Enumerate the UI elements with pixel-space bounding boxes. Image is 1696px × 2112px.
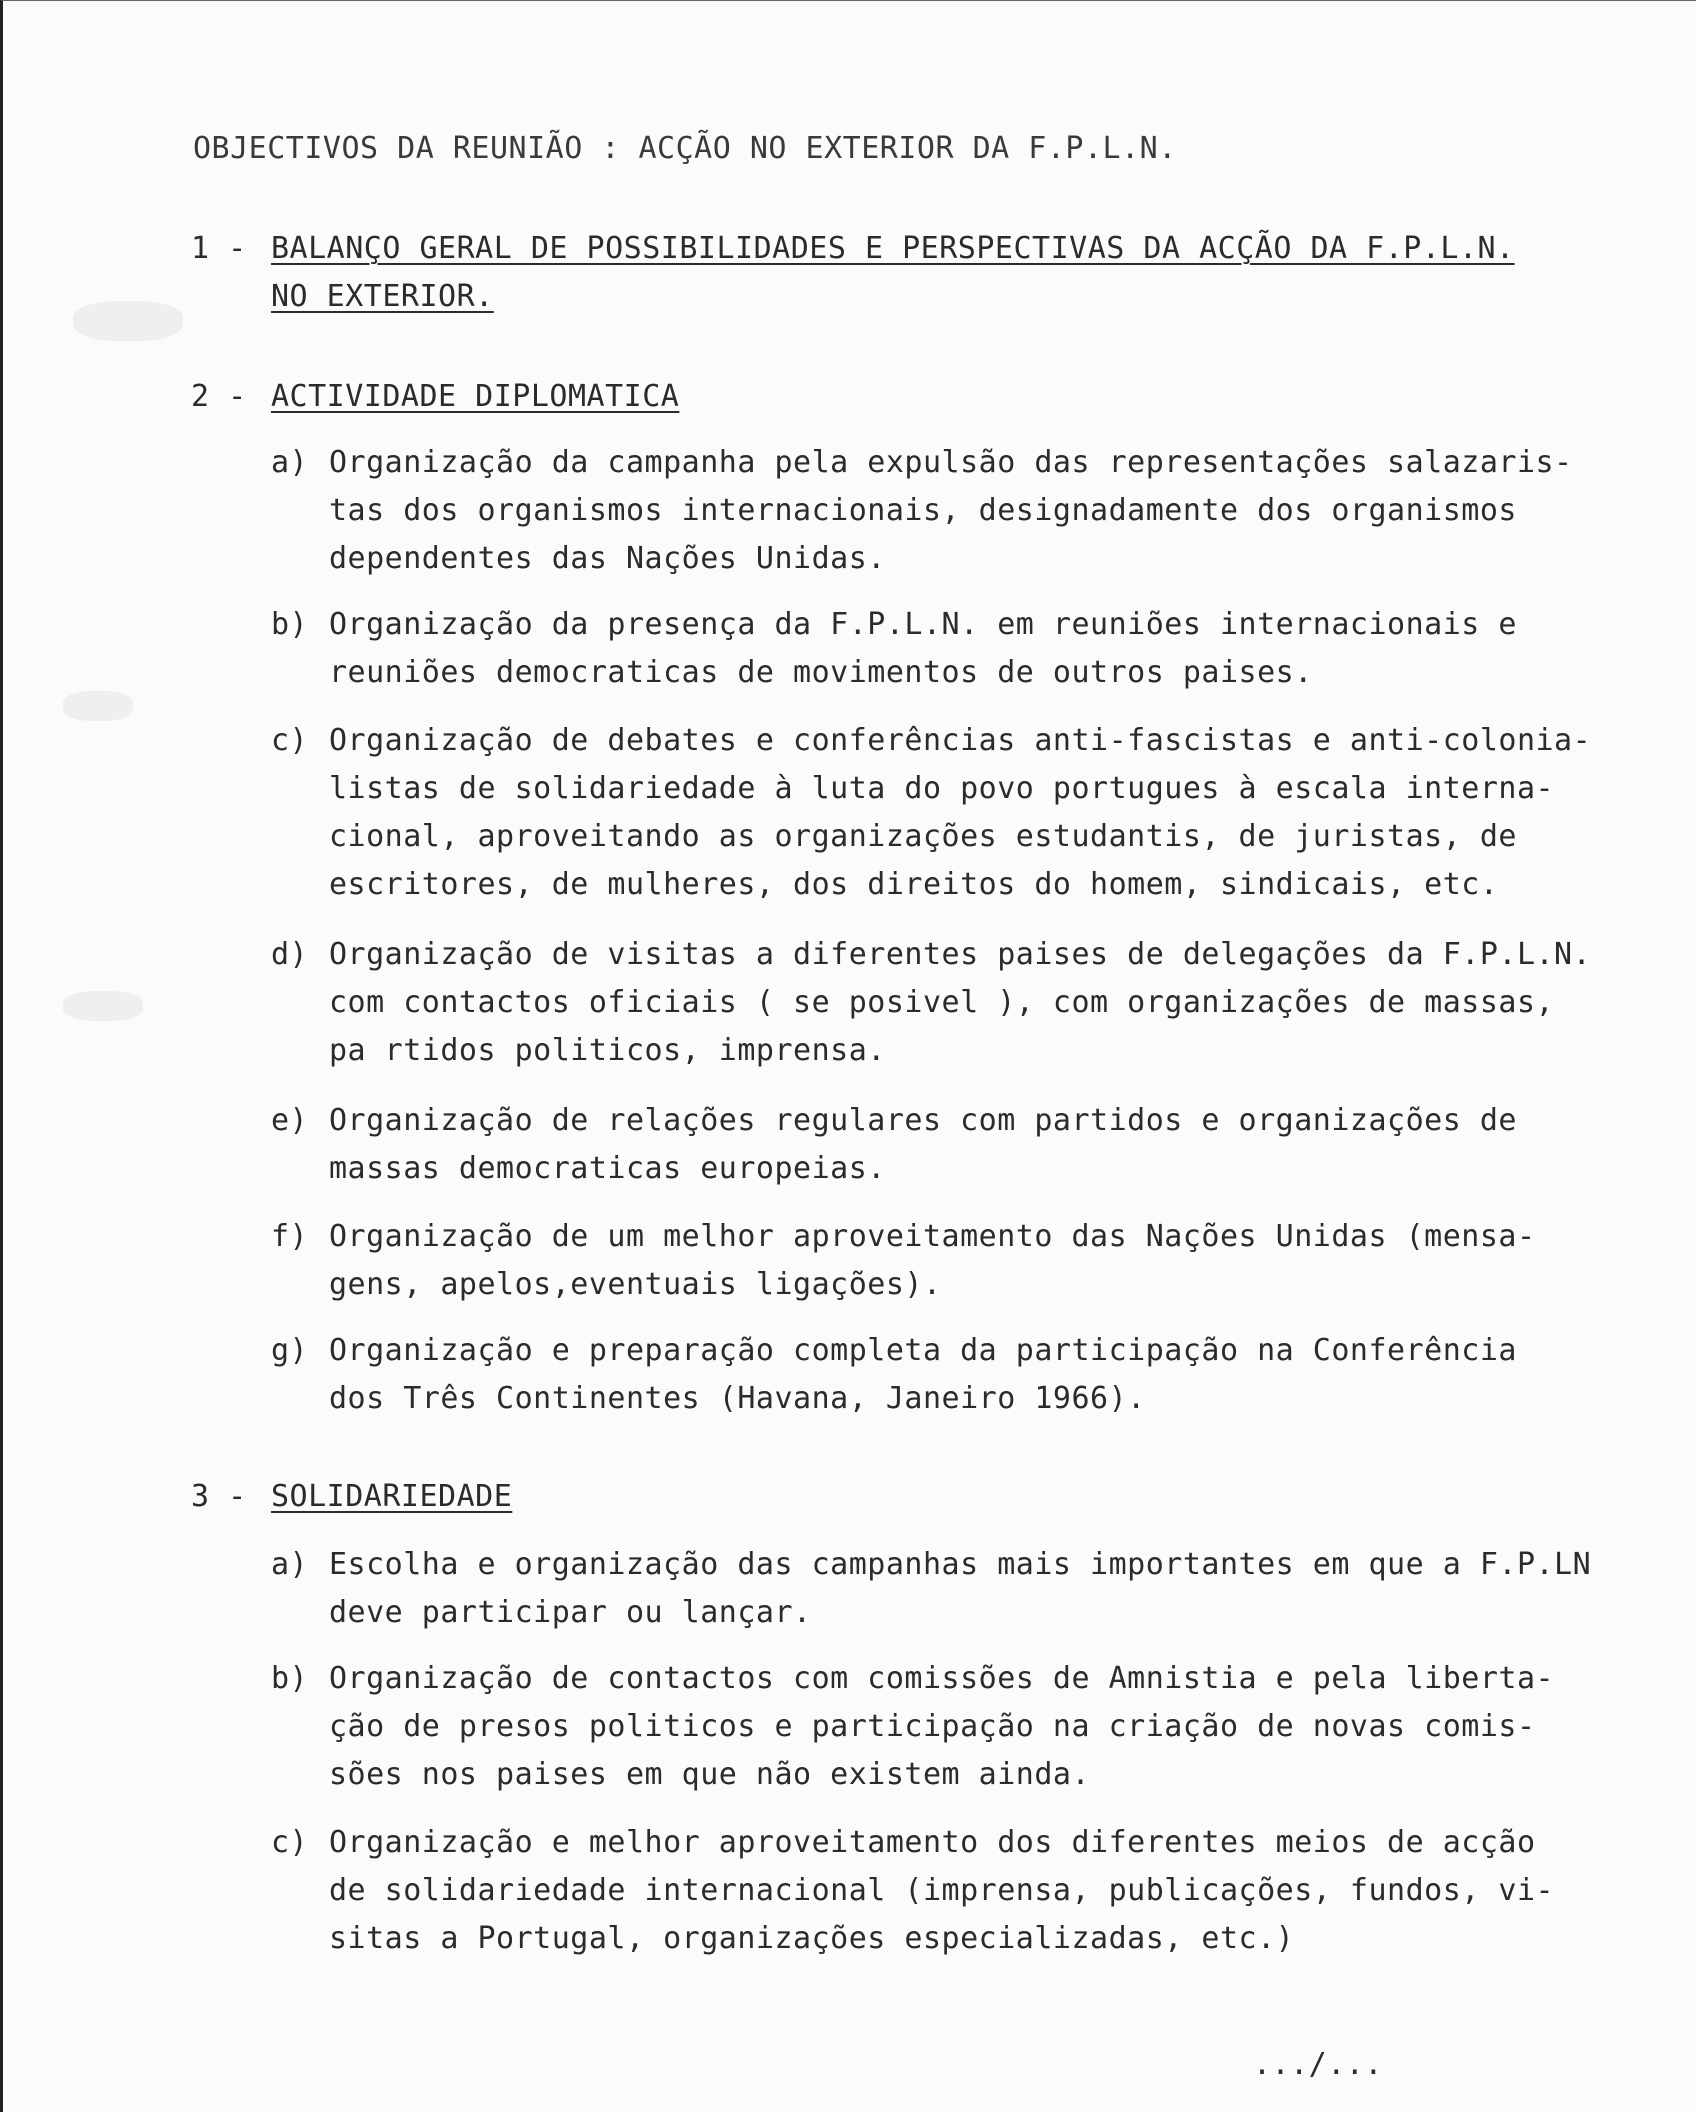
item-2a-line-3: dependentes das Nações Unidas. bbox=[329, 541, 886, 576]
item-2g-line-1: Organização e preparação completa da participação na Conferência bbox=[329, 1333, 1517, 1368]
item-2g-letter: g) bbox=[271, 1333, 309, 1368]
continuation-mark: .../... bbox=[1253, 2047, 1383, 2082]
item-3a-line-2: deve participar ou lançar. bbox=[329, 1595, 812, 1630]
item-3c-letter: c) bbox=[271, 1825, 309, 1860]
item-3a-line-1: Escolha e organização das campanhas mais importantes em que a F.P.LN bbox=[329, 1547, 1592, 1582]
item-2a-line-2: tas dos organismos internacionais, designadamente dos organismos bbox=[329, 493, 1517, 528]
item-2b-line-2: reuniões democraticas de movimentos de outros paises. bbox=[329, 655, 1313, 690]
item-2b-line-1: Organização da presença da F.P.L.N. em reuniões internacionais e bbox=[329, 607, 1517, 642]
item-2c-line-2: listas de solidariedade à luta do povo portugues à escala interna- bbox=[329, 771, 1555, 806]
item-3a-letter: a) bbox=[271, 1547, 309, 1582]
item-2e-line-1: Organização de relações regulares com partidos e organizações de bbox=[329, 1103, 1517, 1138]
item-2c-line-3: cional, aproveitando as organizações estudantis, de juristas, de bbox=[329, 819, 1517, 854]
item-3c-line-1: Organização e melhor aproveitamento dos diferentes meios de acção bbox=[329, 1825, 1536, 1860]
item-2e-letter: e) bbox=[271, 1103, 309, 1138]
item-2g-line-2: dos Três Continentes (Havana, Janeiro 1966). bbox=[329, 1381, 1146, 1416]
item-2a-letter: a) bbox=[271, 445, 309, 480]
item-2d-line-2: com contactos oficiais ( se posivel ), com organizações de massas, bbox=[329, 985, 1555, 1020]
item-2d-line-3: pa rtidos politicos, imprensa. bbox=[329, 1033, 886, 1068]
section-1-number: 1 - bbox=[191, 231, 247, 266]
item-2d-line-1: Organização de visitas a diferentes paises de delegações da F.P.L.N. bbox=[329, 937, 1592, 972]
item-2b-letter: b) bbox=[271, 607, 309, 642]
section-1-title-line-2: NO EXTERIOR. bbox=[271, 279, 494, 314]
document-title: OBJECTIVOS DA REUNIÃO : ACÇÃO NO EXTERIOR DA F.P.L.N. bbox=[193, 131, 1177, 166]
item-2c-line-4: escritores, de mulheres, dos direitos do homem, sindicais, etc. bbox=[329, 867, 1499, 902]
item-2d-letter: d) bbox=[271, 937, 309, 972]
item-2f-letter: f) bbox=[271, 1219, 309, 1254]
item-2f-line-1: Organização de um melhor aproveitamento das Nações Unidas (mensa- bbox=[329, 1219, 1536, 1254]
item-3b-line-2: ção de presos politicos e participação na criação de novas comis- bbox=[329, 1709, 1536, 1744]
section-1-title-line-1: BALANÇO GERAL DE POSSIBILIDADES E PERSPECTIVAS DA ACÇÃO DA F.P.L.N. bbox=[271, 231, 1515, 266]
item-3b-line-1: Organização de contactos com comissões de Amnistia e pela liberta- bbox=[329, 1661, 1555, 1696]
item-2f-line-2: gens, apelos,eventuais ligações). bbox=[329, 1267, 942, 1302]
item-3c-line-2: de solidariedade internacional (imprensa, publicações, fundos, vi- bbox=[329, 1873, 1555, 1908]
item-2c-letter: c) bbox=[271, 723, 309, 758]
item-3b-line-3: sões nos paises em que não existem ainda. bbox=[329, 1757, 1091, 1792]
item-2a-line-1: Organização da campanha pela expulsão das representações salazaris- bbox=[329, 445, 1573, 480]
section-2-title: ACTIVIDADE DIPLOMATICA bbox=[271, 379, 680, 414]
item-3c-line-3: sitas a Portugal, organizações especializadas, etc.) bbox=[329, 1921, 1295, 1956]
section-3-title: SOLIDARIEDADE bbox=[271, 1479, 513, 1514]
section-2-number: 2 - bbox=[191, 379, 247, 414]
item-2e-line-2: massas democraticas europeias. bbox=[329, 1151, 886, 1186]
section-3-number: 3 - bbox=[191, 1479, 247, 1514]
item-3b-letter: b) bbox=[271, 1661, 309, 1696]
item-2c-line-1: Organização de debates e conferências anti-fascistas e anti-colonia- bbox=[329, 723, 1592, 758]
